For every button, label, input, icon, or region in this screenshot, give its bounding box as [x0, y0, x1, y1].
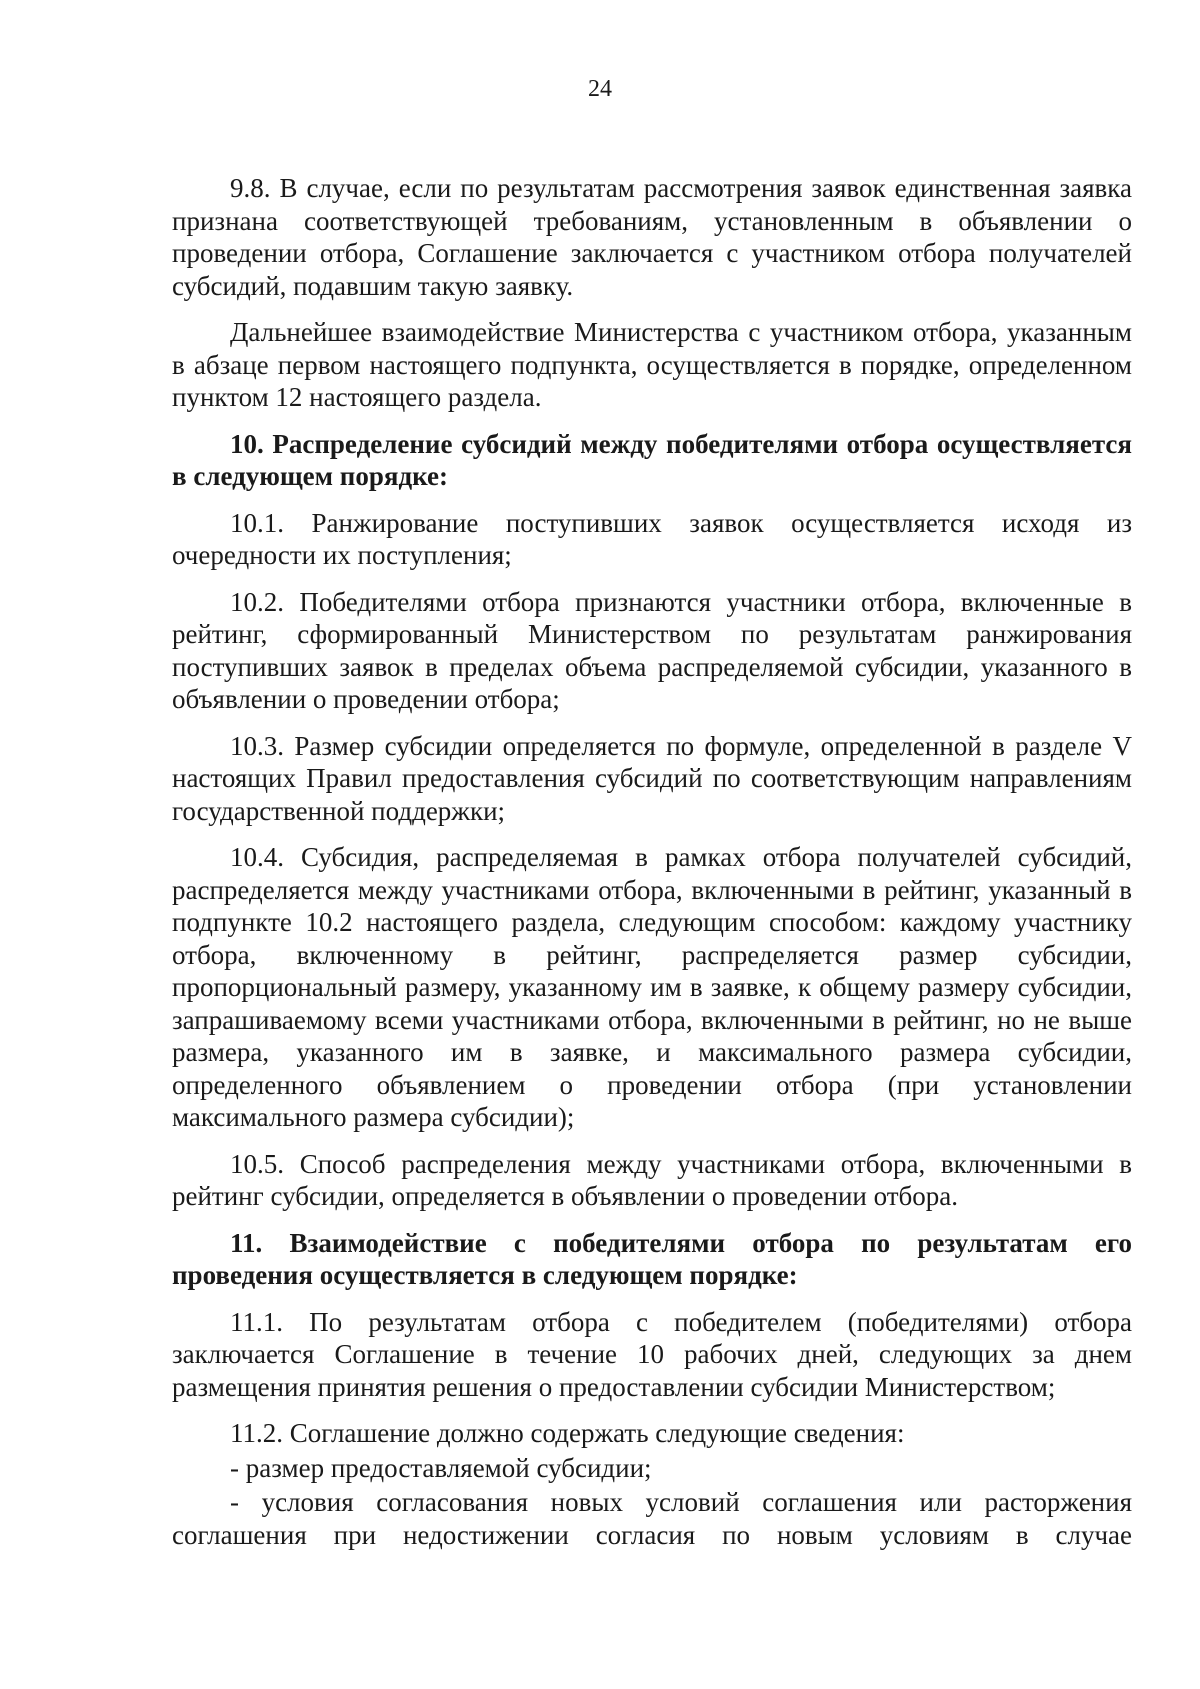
paragraph-10-3: 10.3. Размер субсидии определяется по формуле, определенной в разделе V настоящих Правил предоставления субсидий по соответствующим направлениям государственной поддержки; — [172, 730, 1132, 826]
paragraph-10-1: 10.1. Ранжирование поступивших заявок осуществляется исходя из очередности их поступления; — [172, 507, 1132, 570]
paragraph-interaction: Дальнейшее взаимодействие Министерства с участником отбора, указанным в абзаце первом настоящего подпункта, осуществляется в порядке, определенном пунктом 12 настоящего раздела. — [172, 317, 1132, 412]
paragraph-9-8: 9.8. В случае, если по результатам рассмотрения заявок единственная заявка признана соответствующей требованиям, установленным в объявлении о проведении отбора, Соглашение заключается с участником отбора получателей субсидий, подавшим такую заявку. — [172, 173, 1132, 301]
paragraph-11-2: 11.2. Соглашение должно содержать следующие сведения: — [230, 1418, 905, 1448]
heading-section-11: 11. Взаимодействие с победителями отбора по результатам его проведения осуществляется в следующем порядке: — [172, 1227, 1132, 1290]
list-item-agreement-conditions: - условия согласования новых условий соглашения или расторжения соглашения при недостижении согласия по новым условиям в случае — [172, 1487, 1132, 1550]
list-item-subsidy-size: - размер предоставляемой субсидии; — [230, 1452, 652, 1483]
heading-section-10: 10. Распределение субсидий между победителями отбора осуществляется в следующем порядке: — [172, 428, 1132, 491]
paragraph-10-2: 10.2. Победителями отбора признаются участники отбора, включенные в рейтинг, сформированный Министерством по результатам ранжирования поступивших заявок в пределах объема распределяемой субсидии, указанного в объявлении о проведении отбора; — [172, 586, 1132, 714]
page-number: 24 — [588, 76, 612, 102]
document-body — [172, 172, 1132, 1565]
paragraph-10-5: 10.5. Способ распределения между участниками отбора, включенными в рейтинг субсидии, определяется в объявлении о проведении отбора. — [172, 1148, 1132, 1211]
paragraph-10-4: 10.4. Субсидия, распределяемая в рамках отбора получателей субсидий, распределяется между участниками отбора, включенными в рейтинг, указанный в подпункте 10.2 настоящего раздела, следующим способом: каждому участнику отбора, включенному в рейтинг, распределяется размер субсидии, пропорциональный размеру, указанному им в заявке, к общему размеру субсидии, запрашиваемому всеми участниками отбора, включенными в рейтинг, но не выше размера, указанного им в заявке, и максимального размера субсидии, определенного объявлением о проведении отбора (при установлении максимального размера субсидии); — [172, 842, 1132, 1132]
paragraph-11-1: 11.1. По результатам отбора с победителем (победителями) отбора заключается Соглашение в течение 10 рабочих дней, следующих за днем размещения принятия решения о предоставлении субсидии Министерством; — [172, 1306, 1132, 1402]
